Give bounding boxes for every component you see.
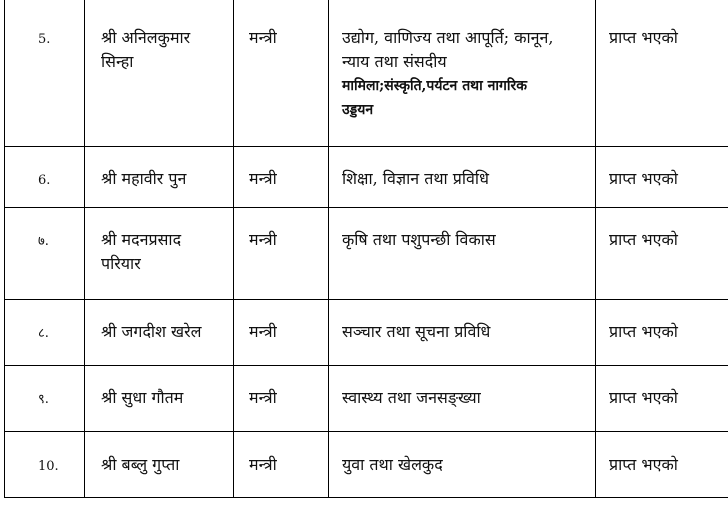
- role-cell: [234, 300, 329, 366]
- status-cell: [596, 300, 728, 366]
- status-cell: [596, 366, 728, 432]
- row-number: 10.: [38, 459, 59, 474]
- minister-role: मन्त्री: [249, 230, 277, 249]
- minister-role: मन्त्री: [249, 322, 277, 341]
- status-cell: [596, 208, 728, 300]
- portfolio-line: उद्योग, वाणिज्य तथा आपूर्ति; कानून,: [342, 28, 554, 47]
- portfolio-cell: [329, 300, 596, 366]
- portfolio-line: शिक्षा, विज्ञान तथा प्रविधि: [342, 169, 489, 188]
- status-cell: [596, 432, 728, 498]
- minister-name-line: श्री अनिलकुमार: [101, 28, 191, 47]
- minister-name-line: श्री महावीर पुन: [101, 169, 187, 188]
- row-number-cell: [5, 300, 85, 366]
- name-cell: [85, 366, 234, 432]
- minister-role: मन्त्री: [249, 455, 277, 474]
- minister-role: मन्त्री: [249, 169, 277, 188]
- status-text: प्राप्त भएको: [609, 322, 678, 341]
- name-cell: [85, 147, 234, 208]
- minister-role: मन्त्री: [249, 28, 277, 47]
- name-cell: [85, 0, 234, 147]
- table-row: [5, 208, 728, 300]
- table-row: [5, 0, 728, 147]
- row-number: 5.: [38, 32, 51, 47]
- role-cell: [234, 208, 329, 300]
- status-text: प्राप्त भएको: [609, 169, 678, 188]
- minister-name-line: सिन्हा: [101, 52, 134, 71]
- table-row: [5, 366, 728, 432]
- status-cell: [596, 147, 728, 208]
- row-number: ८.: [38, 326, 49, 341]
- status-text: प्राप्त भएको: [609, 388, 678, 407]
- name-cell: [85, 300, 234, 366]
- row-number-cell: [5, 147, 85, 208]
- table-row: [5, 300, 728, 366]
- minister-name-line: श्री सुधा गौतम: [101, 388, 184, 407]
- table-row: [5, 147, 728, 208]
- portfolio-line: सञ्चार तथा सूचना प्रविधि: [342, 322, 491, 341]
- ministers-table: [4, 0, 728, 498]
- portfolio-line: युवा तथा खेलकुद: [342, 455, 443, 474]
- portfolio-line: मामिला;संस्कृति,पर्यटन तथा नागरिक: [342, 78, 528, 94]
- row-number-cell: [5, 0, 85, 147]
- portfolio-cell: [329, 432, 596, 498]
- status-text: प्राप्त भएको: [609, 28, 678, 47]
- row-number-cell: [5, 366, 85, 432]
- row-number-cell: [5, 208, 85, 300]
- name-cell: [85, 208, 234, 300]
- status-text: प्राप्त भएको: [609, 455, 678, 474]
- minister-name-line: श्री बब्लु गुप्ता: [101, 455, 180, 474]
- table-row: [5, 432, 728, 498]
- portfolio-line: उड्डयन: [342, 102, 374, 118]
- role-cell: [234, 147, 329, 208]
- portfolio-cell: [329, 208, 596, 300]
- name-cell: [85, 432, 234, 498]
- portfolio-line: न्याय तथा संसदीय: [342, 52, 447, 71]
- role-cell: [234, 366, 329, 432]
- role-cell: [234, 432, 329, 498]
- portfolio-cell: [329, 366, 596, 432]
- minister-name-line: परियार: [101, 254, 141, 273]
- row-number: ९.: [38, 392, 49, 407]
- portfolio-cell: [329, 0, 596, 147]
- role-cell: [234, 0, 329, 147]
- status-cell: [596, 0, 728, 147]
- portfolio-line: स्वास्थ्य तथा जनसङ्ख्या: [342, 388, 481, 407]
- row-number: 6.: [38, 173, 51, 188]
- portfolio-line: कृषि तथा पशुपन्छी विकास: [342, 230, 496, 249]
- minister-name-line: श्री जगदीश खरेल: [101, 322, 202, 341]
- row-number-cell: [5, 432, 85, 498]
- minister-name-line: श्री मदनप्रसाद: [101, 230, 182, 249]
- portfolio-cell: [329, 147, 596, 208]
- row-number: ७.: [38, 234, 49, 249]
- minister-role: मन्त्री: [249, 388, 277, 407]
- status-text: प्राप्त भएको: [609, 230, 678, 249]
